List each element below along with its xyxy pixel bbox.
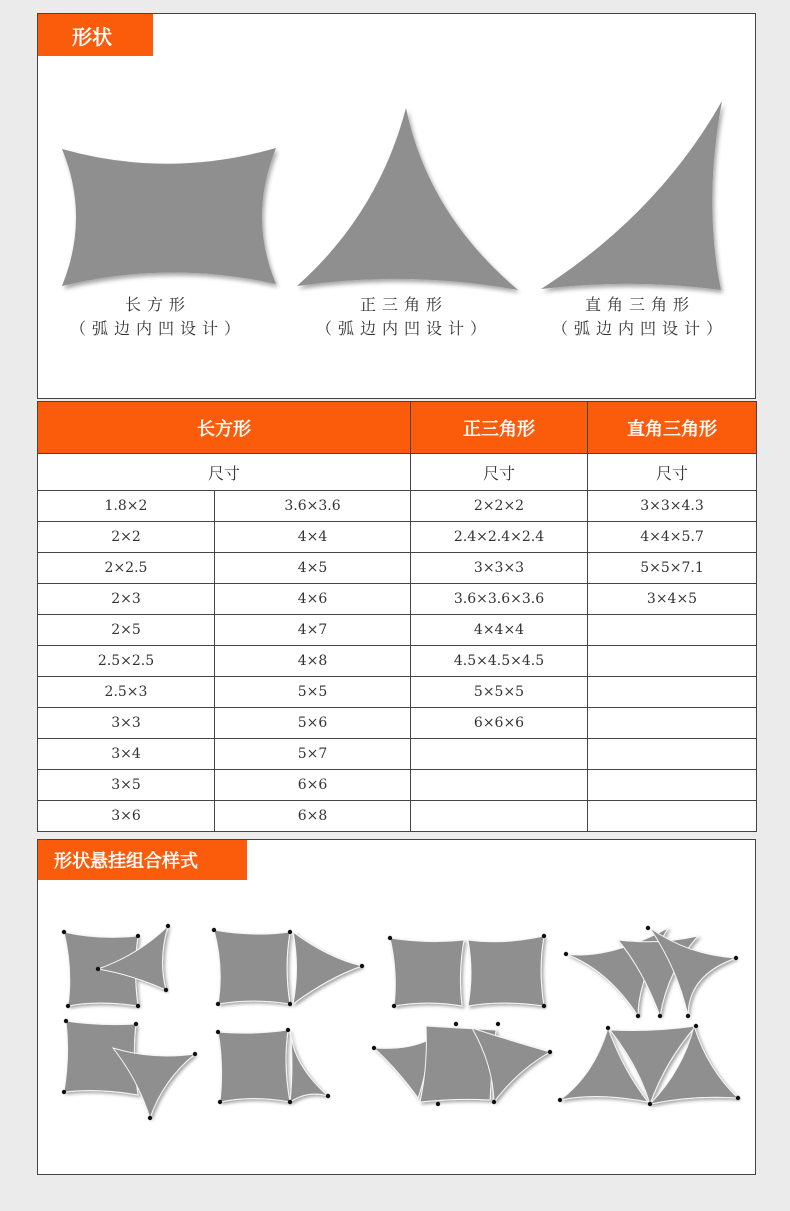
table-cell: 4×8	[215, 646, 411, 677]
header-right-triangle: 直角三角形	[588, 402, 757, 454]
size-table-body	[38, 491, 757, 832]
table-cell: 2×2	[38, 522, 215, 553]
table-cell: 2×5	[38, 615, 215, 646]
table-cell: 3×3	[38, 708, 215, 739]
table-cell	[588, 801, 757, 832]
table-row	[38, 522, 757, 553]
table-cell: 5×5	[215, 677, 411, 708]
table-row	[38, 801, 757, 832]
table-cell: 4×4	[215, 522, 411, 553]
table-cell: 3.6×3.6×3.6	[411, 584, 588, 615]
table-cell	[588, 615, 757, 646]
shape-note-triangle: （弧边内凹设计）	[315, 319, 492, 338]
triangle-sail	[297, 108, 518, 290]
table-cell: 3.6×3.6	[215, 491, 411, 522]
table-cell: 4×6	[215, 584, 411, 615]
size-table-header-row	[38, 402, 757, 454]
subheader-size: 尺寸	[588, 454, 757, 491]
table-row	[38, 770, 757, 801]
table-cell	[411, 739, 588, 770]
combo-two-squares	[218, 1030, 328, 1102]
table-cell	[588, 708, 757, 739]
combo-section-title: 形状悬挂组合样式	[38, 840, 247, 880]
table-row	[38, 491, 757, 522]
right-triangle-sail	[541, 101, 722, 290]
table-cell: 2×3	[38, 584, 215, 615]
table-cell: 5×5×7.1	[588, 553, 757, 584]
table-cell	[588, 646, 757, 677]
header-rectangle: 长方形	[38, 402, 411, 454]
subheader-size: 尺寸	[38, 454, 411, 491]
table-cell: 2.5×3	[38, 677, 215, 708]
table-cell: 3×6	[38, 801, 215, 832]
table-cell: 3×5	[38, 770, 215, 801]
size-table	[37, 401, 757, 832]
table-cell: 2×2×2	[411, 491, 588, 522]
combo-two-squares-2	[390, 936, 544, 1006]
table-cell: 2×2.5	[38, 553, 215, 584]
combo-triangles-2	[560, 1026, 738, 1104]
shape-name-right-triangle: 直角三角形	[584, 295, 695, 314]
table-cell: 3×4	[38, 739, 215, 770]
shapes-panel	[37, 13, 756, 399]
table-row	[38, 677, 757, 708]
table-row	[38, 553, 757, 584]
table-cell	[588, 677, 757, 708]
table-cell: 4.5×4.5×4.5	[411, 646, 588, 677]
table-cell: 5×5×5	[411, 677, 588, 708]
table-cell: 1.8×2	[38, 491, 215, 522]
table-cell: 5×7	[215, 739, 411, 770]
shape-note-rectangle: （弧边内凹设计）	[69, 319, 246, 338]
table-row	[38, 646, 757, 677]
table-cell	[411, 801, 588, 832]
table-cell: 4×4×5.7	[588, 522, 757, 553]
table-row	[38, 584, 757, 615]
table-cell: 4×5	[215, 553, 411, 584]
table-row	[38, 615, 757, 646]
rectangle-sail	[62, 148, 276, 286]
shape-name-triangle: 正三角形	[359, 295, 448, 314]
table-cell: 5×6	[215, 708, 411, 739]
table-cell: 6×6	[215, 770, 411, 801]
shapes-section-title: 形状	[38, 14, 153, 56]
combo-panel	[37, 839, 756, 1175]
shape-name-rectangle: 长方形	[124, 295, 191, 314]
combo-square-triangle	[64, 926, 168, 1006]
subheader-size: 尺寸	[411, 454, 588, 491]
table-cell: 2.4×2.4×2.4	[411, 522, 588, 553]
header-triangle: 正三角形	[411, 402, 588, 454]
table-cell	[588, 739, 757, 770]
table-row	[38, 708, 757, 739]
table-cell	[588, 770, 757, 801]
table-cell: 4×7	[215, 615, 411, 646]
table-cell	[411, 770, 588, 801]
combo-mixed-sails	[374, 1026, 550, 1102]
combo-square-triangle-2	[64, 1021, 195, 1118]
table-cell: 3×3×3	[411, 553, 588, 584]
table-row	[38, 739, 757, 770]
combo-triangles	[566, 928, 736, 1016]
combo-square-triangle-3	[214, 930, 362, 1004]
shape-note-right-triangle: （弧边内凹设计）	[551, 319, 728, 338]
table-cell: 6×6×6	[411, 708, 588, 739]
table-cell: 4×4×4	[411, 615, 588, 646]
table-cell: 6×8	[215, 801, 411, 832]
table-cell: 2.5×2.5	[38, 646, 215, 677]
combo-illustration	[38, 840, 755, 1174]
table-cell: 3×3×4.3	[588, 491, 757, 522]
table-cell: 3×4×5	[588, 584, 757, 615]
size-table-subheader-row	[38, 454, 757, 491]
